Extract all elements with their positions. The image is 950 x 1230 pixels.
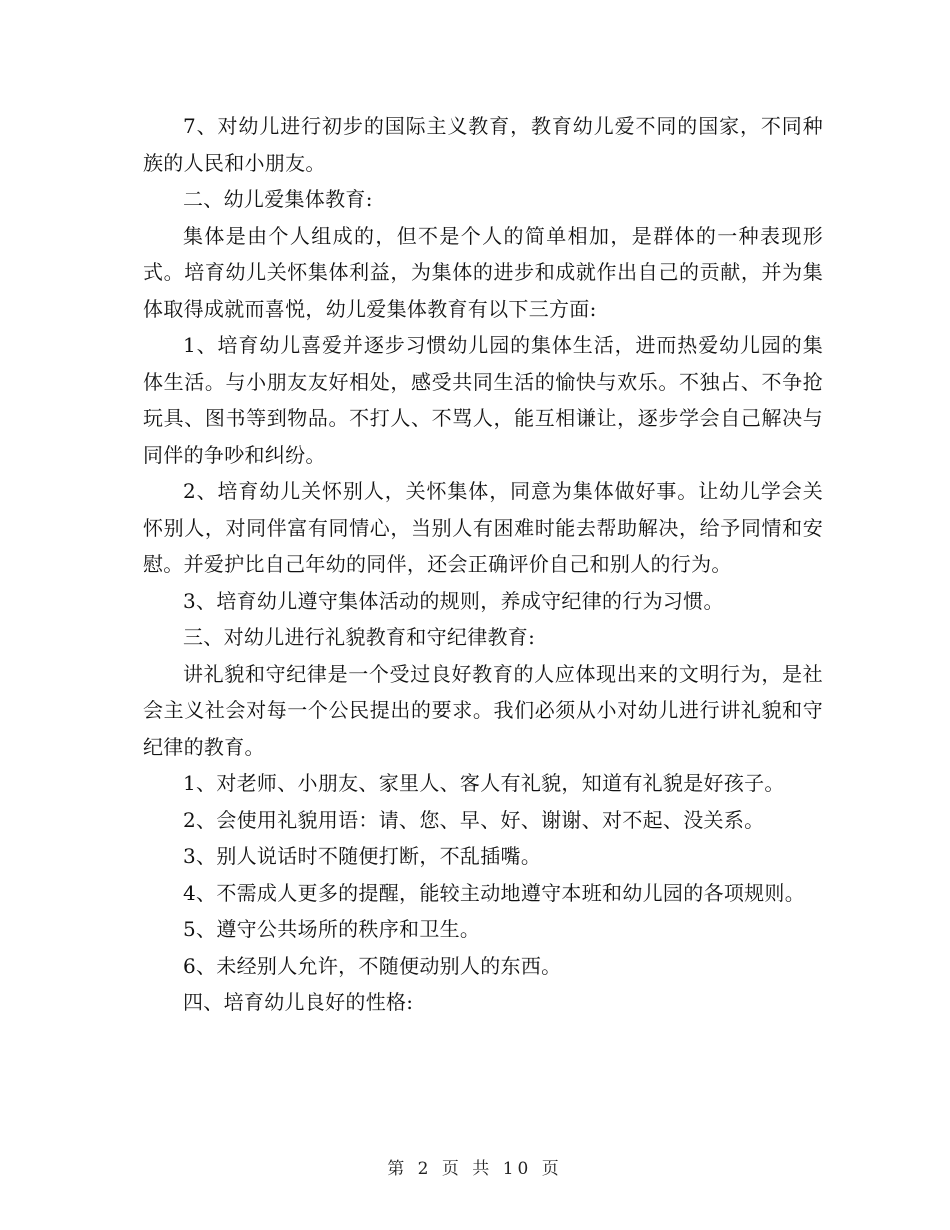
list-item: 5、遵守公共场所的秩序和卫生。 <box>183 917 481 941</box>
list-item: 3、别人说话时不随便打断，不乱插嘴。 <box>183 844 542 868</box>
list-item: 1、对老师、小朋友、家里人、客人有礼貌，知道有礼貌是好孩子。 <box>183 771 785 795</box>
list-item: 2、会使用礼貌用语：请、您、早、好、谢谢、对不起、没关系。 <box>183 807 765 832</box>
paragraph: 集体是由个人组成的，但不是个人的简单相加，是群体的一种表现形式。培育幼儿关怀集体利益，为集体的进步和成就作出自己的贡献，并为集体取得成就而喜悦，幼儿爱集体教育有以下三方面: <box>143 223 823 321</box>
paragraph: 7、对幼儿进行初步的国际主义教育，教育幼儿爱不同的国家，不同种族的人民和小朋友。 <box>143 114 823 175</box>
paragraph: 2、培育幼儿关怀别人，关怀集体，同意为集体做好事。让幼儿学会关怀别人，对同伴富有同情心，当别人有困难时能去帮助解决，给予同情和安慰。并爱护比自己年幼的同伴，还会正确评价自己和别人的行为。 <box>143 479 823 576</box>
paragraph: 3、培育幼儿遵守集体活动的规则，养成守纪律的行为习惯。 <box>183 588 724 613</box>
paragraph: 1、培育幼儿喜爱并逐步习惯幼儿园的集体生活，进而热爱幼儿园的集体生活。与小朋友友好相处，感受共同生活的愉快与欢乐。不独占、不争抢玩具、图书等到物品。不打人、不骂人，能互相谦让，逐步学会自己解决与同伴的争吵和纠纷。 <box>143 333 823 467</box>
list-item: 6、未经别人允许，不随便动别人的东西。 <box>183 953 562 978</box>
section-heading: 二、幼儿爱集体教育: <box>183 187 373 211</box>
section-heading: 三、对幼儿进行礼貌教育和守纪律教育: <box>183 625 536 649</box>
paragraph: 讲礼貌和守纪律是一个受过良好教育的人应体现出来的文明行为，是社会主义社会对每一个公民提出的要求。我们必须从小对幼儿进行讲礼貌和守纪律的教育。 <box>143 661 823 759</box>
page-number-footer: 第 2 页 共 10 页 <box>387 1159 563 1179</box>
document-body <box>143 108 823 1021</box>
section-heading: 四、培育幼儿良好的性格: <box>183 990 414 1014</box>
list-item: 4、不需成人更多的提醒，能较主动地遵守本班和幼儿园的各项规则。 <box>183 880 806 905</box>
